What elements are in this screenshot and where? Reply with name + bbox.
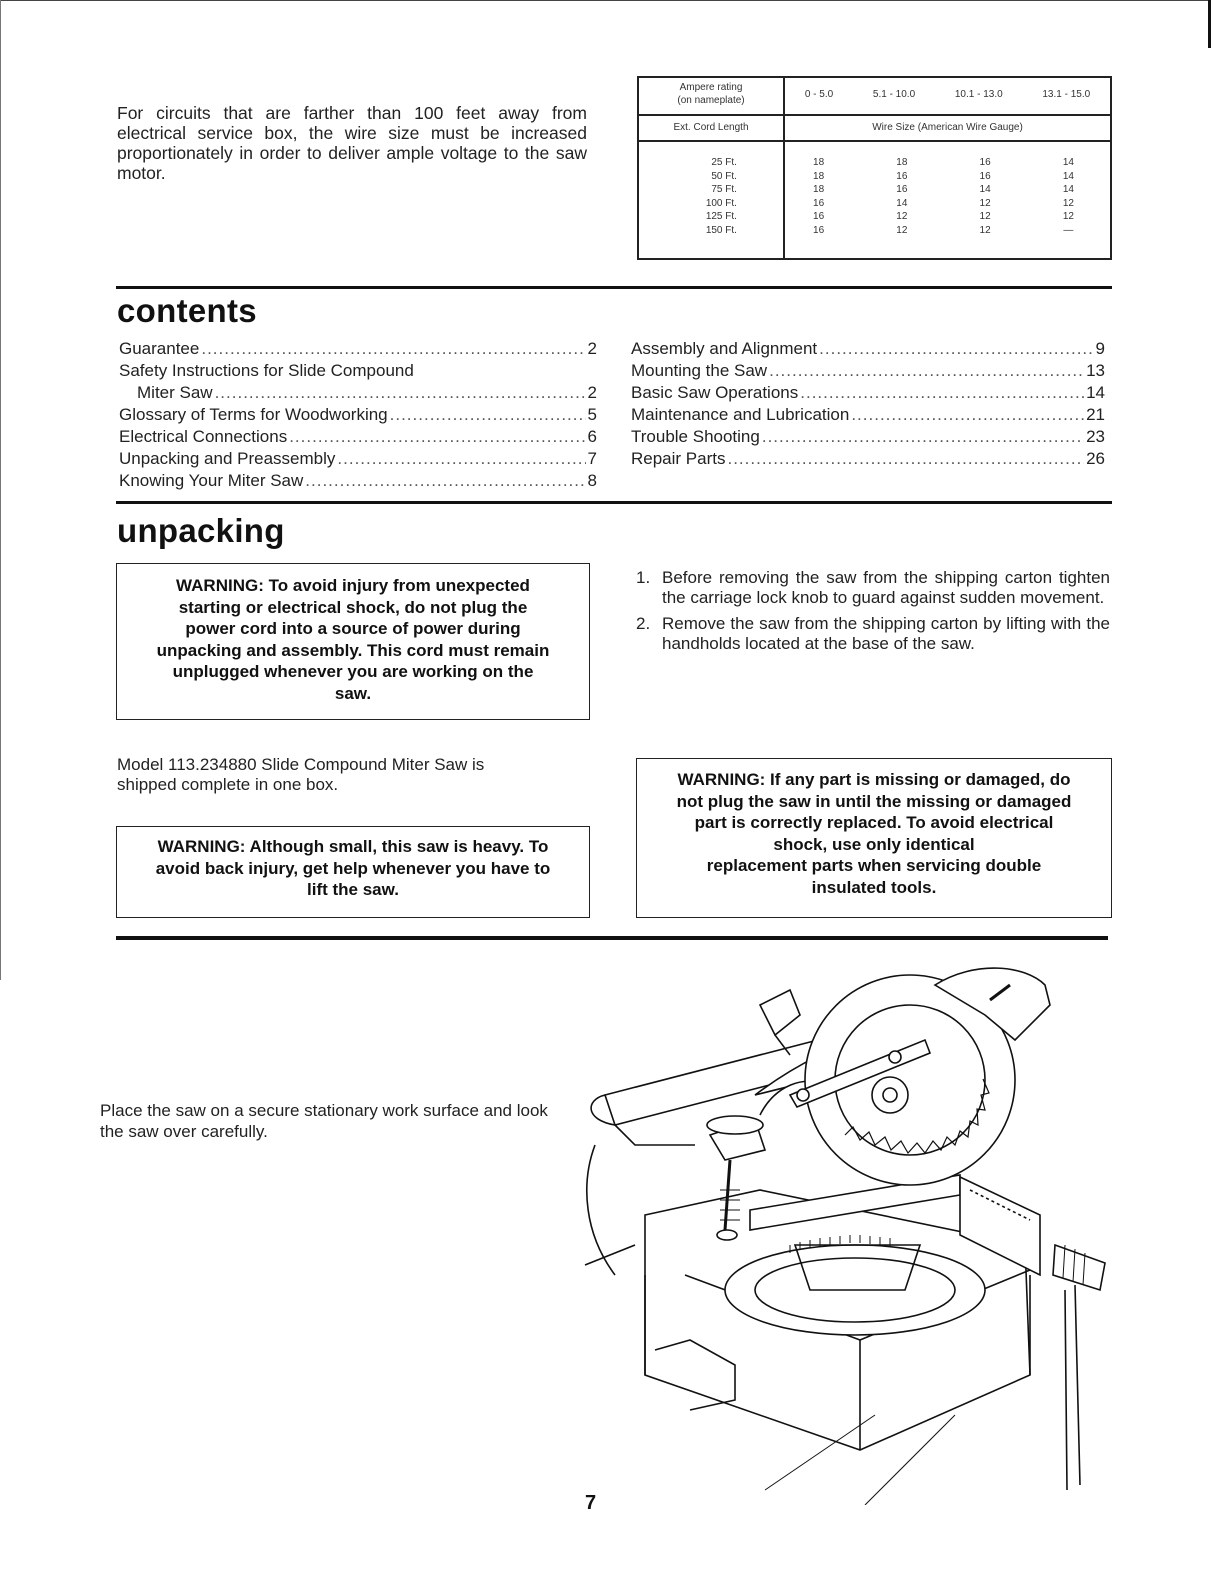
toc-page: 21 bbox=[1086, 405, 1105, 424]
ampere-range: 10.1 - 13.0 bbox=[954, 89, 1003, 100]
toc-page: 6 bbox=[587, 427, 597, 446]
toc-title: Electrical Connections bbox=[119, 427, 288, 446]
warning-line: lift the saw. bbox=[307, 880, 399, 899]
warning-line: unplugged whenever you are working on the bbox=[172, 662, 534, 681]
ampere-header-line1: Ampere rating bbox=[679, 82, 743, 93]
warning-box-missing-parts bbox=[636, 758, 1112, 918]
contents-right-column bbox=[631, 338, 1105, 470]
step-text: Before removing the saw from the shipping carton tighten the carriage lock knob to guard against sudden movement. bbox=[662, 568, 1110, 607]
toc-title: Safety Instructions for Slide Compound bbox=[119, 361, 414, 380]
gauge-value: 14 bbox=[896, 197, 908, 209]
gauge-value: 16 bbox=[979, 170, 991, 182]
page-left-border bbox=[0, 0, 1, 980]
table-row bbox=[639, 197, 1110, 211]
toc-title: Maintenance and Lubrication bbox=[631, 405, 850, 424]
intro-paragraph: For circuits that are farther than 100 feet away from electrical service box, the wire size must be increased proportionately in order to deliver ample voltage to the saw motor. bbox=[117, 103, 587, 183]
warning-box-heavy bbox=[116, 826, 590, 918]
cord-length: 25 Ft. bbox=[711, 157, 737, 168]
warning-line: power cord into a source of power during bbox=[185, 619, 521, 638]
cord-length: 75 Ft. bbox=[711, 184, 737, 195]
cord-length-header: Ext. Cord Length bbox=[673, 122, 749, 133]
toc-page: 13 bbox=[1086, 361, 1105, 380]
warning-line: WARNING: Although small, this saw is heavy. To bbox=[157, 837, 549, 856]
toc-page: 7 bbox=[587, 449, 597, 468]
toc-page: 5 bbox=[587, 405, 597, 424]
toc-entry[interactable] bbox=[631, 448, 1105, 470]
gauge-value: 16 bbox=[813, 224, 825, 236]
toc-entry[interactable] bbox=[631, 382, 1105, 404]
table-row bbox=[639, 224, 1110, 238]
cord-length: 150 Ft. bbox=[705, 224, 737, 236]
warning-line: shock, use only identical bbox=[773, 834, 975, 854]
toc-page: 26 bbox=[1086, 449, 1105, 468]
gauge-value: — bbox=[1063, 224, 1074, 236]
gauge-value: 14 bbox=[979, 184, 991, 195]
warning-line: avoid back injury, get help whenever you have to bbox=[155, 858, 551, 878]
cord-length: 100 Ft. bbox=[705, 197, 737, 209]
contents-rule bbox=[116, 286, 1112, 289]
warning-line: WARNING: To avoid injury from unexpected bbox=[176, 576, 530, 595]
table-row bbox=[639, 170, 1110, 184]
toc-entry[interactable] bbox=[631, 360, 1105, 382]
gauge-value: 18 bbox=[813, 184, 825, 195]
gauge-value: 12 bbox=[979, 197, 991, 209]
bottom-rule bbox=[116, 936, 1108, 940]
contents-heading: contents bbox=[117, 292, 257, 329]
gauge-value: 12 bbox=[979, 224, 991, 236]
page-top-border bbox=[0, 0, 1210, 1]
toc-page: 23 bbox=[1086, 427, 1105, 446]
ampere-range: 5.1 - 10.0 bbox=[872, 89, 916, 100]
page-number: 7 bbox=[585, 1492, 597, 1514]
ampere-range: 0 - 5.0 bbox=[804, 89, 834, 100]
ampere-range: 13.1 - 15.0 bbox=[1042, 89, 1091, 100]
table-row bbox=[639, 183, 1110, 197]
gauge-value: 12 bbox=[1062, 211, 1074, 222]
unpacking-rule bbox=[116, 501, 1112, 504]
gauge-value: 12 bbox=[1062, 197, 1074, 209]
toc-title: Knowing Your Miter Saw bbox=[119, 471, 304, 490]
toc-title: Glossary of Terms for Woodworking bbox=[119, 405, 388, 424]
toc-page: 9 bbox=[1095, 339, 1105, 358]
toc-entry[interactable] bbox=[119, 404, 597, 426]
toc-entry[interactable] bbox=[631, 426, 1105, 448]
gauge-value: 16 bbox=[813, 211, 825, 222]
page-right-mark bbox=[1208, 0, 1211, 48]
gauge-value: 14 bbox=[1062, 184, 1074, 195]
table-row bbox=[639, 156, 1110, 170]
toc-title: Miter Saw bbox=[137, 383, 213, 402]
gauge-value: 14 bbox=[1062, 170, 1074, 182]
gauge-value: 16 bbox=[813, 197, 825, 209]
unpacking-steps bbox=[636, 568, 1110, 660]
toc-title: Mounting the Saw bbox=[631, 361, 768, 380]
unpacking-heading: unpacking bbox=[117, 512, 285, 549]
gauge-value: 16 bbox=[979, 157, 991, 168]
toc-page: 2 bbox=[587, 339, 597, 358]
warning-box-shock bbox=[116, 563, 590, 720]
warning-line: unpacking and assembly. This cord must remain bbox=[156, 640, 550, 660]
gauge-value: 16 bbox=[896, 170, 908, 182]
toc-entry[interactable] bbox=[119, 360, 597, 382]
warning-line: replacement parts when servicing double bbox=[706, 856, 1042, 875]
toc-entry[interactable] bbox=[119, 382, 597, 404]
step-number: 2. bbox=[636, 614, 651, 633]
gauge-value: 12 bbox=[896, 211, 908, 222]
step-number: 1. bbox=[636, 568, 651, 587]
toc-title: Trouble Shooting bbox=[631, 427, 760, 446]
toc-title: Repair Parts bbox=[631, 449, 726, 468]
toc-title: Guarantee bbox=[119, 339, 200, 358]
toc-entry[interactable] bbox=[119, 448, 597, 470]
wire-size-header: Wire Size (American Wire Gauge) bbox=[872, 122, 1023, 133]
list-item bbox=[636, 614, 1110, 654]
toc-page: 8 bbox=[587, 471, 597, 490]
toc-entry[interactable] bbox=[119, 338, 597, 360]
list-item bbox=[636, 568, 1110, 608]
extension-cord-table bbox=[637, 76, 1112, 260]
toc-page: 14 bbox=[1086, 383, 1105, 402]
ampere-header bbox=[639, 81, 783, 107]
toc-title: Unpacking and Preassembly bbox=[119, 449, 336, 468]
gauge-value: 14 bbox=[1062, 157, 1074, 168]
toc-page: 2 bbox=[587, 383, 597, 402]
warning-line: insulated tools. bbox=[811, 877, 937, 897]
warning-line: saw. bbox=[334, 683, 372, 703]
toc-title: Assembly and Alignment bbox=[631, 339, 818, 358]
table-body bbox=[639, 156, 1110, 237]
gauge-value: 12 bbox=[896, 224, 908, 236]
contents-left-column bbox=[119, 338, 597, 492]
toc-entry[interactable] bbox=[119, 470, 597, 492]
warning-line: starting or electrical shock, do not plug the bbox=[178, 597, 528, 617]
table-divider-top bbox=[639, 114, 1110, 116]
toc-entry[interactable] bbox=[631, 338, 1105, 360]
table-divider-header bbox=[639, 140, 1110, 142]
warning-line: part is correctly replaced. To avoid electrical bbox=[694, 813, 1054, 832]
warning-line: not plug the saw in until the missing or damaged bbox=[676, 791, 1072, 811]
gauge-value: 18 bbox=[813, 157, 825, 168]
toc-title: Basic Saw Operations bbox=[631, 383, 799, 402]
gauge-value: 16 bbox=[896, 184, 908, 195]
model-paragraph: Model 113.234880 Slide Compound Miter Saw is shipped complete in one box. bbox=[117, 755, 485, 794]
warning-line: WARNING: If any part is missing or damaged, do bbox=[677, 770, 1071, 789]
ampere-header-line2: (on nameplate) bbox=[677, 95, 745, 106]
ampere-ranges bbox=[785, 89, 1110, 100]
toc-entry[interactable] bbox=[631, 404, 1105, 426]
toc-entry[interactable] bbox=[119, 426, 597, 448]
gauge-value: 18 bbox=[896, 157, 908, 168]
table-row bbox=[639, 210, 1110, 224]
cord-length: 50 Ft. bbox=[711, 170, 737, 182]
step-text: Remove the saw from the shipping carton by lifting with the handholds located at the base of the saw. bbox=[662, 614, 1110, 653]
gauge-value: 12 bbox=[979, 211, 991, 222]
cord-length: 125 Ft. bbox=[705, 211, 737, 222]
placement-paragraph: Place the saw on a secure stationary work surface and look the saw over carefully. bbox=[100, 1101, 548, 1141]
gauge-value: 18 bbox=[813, 170, 825, 182]
miter-saw-illustration bbox=[575, 945, 1120, 1505]
